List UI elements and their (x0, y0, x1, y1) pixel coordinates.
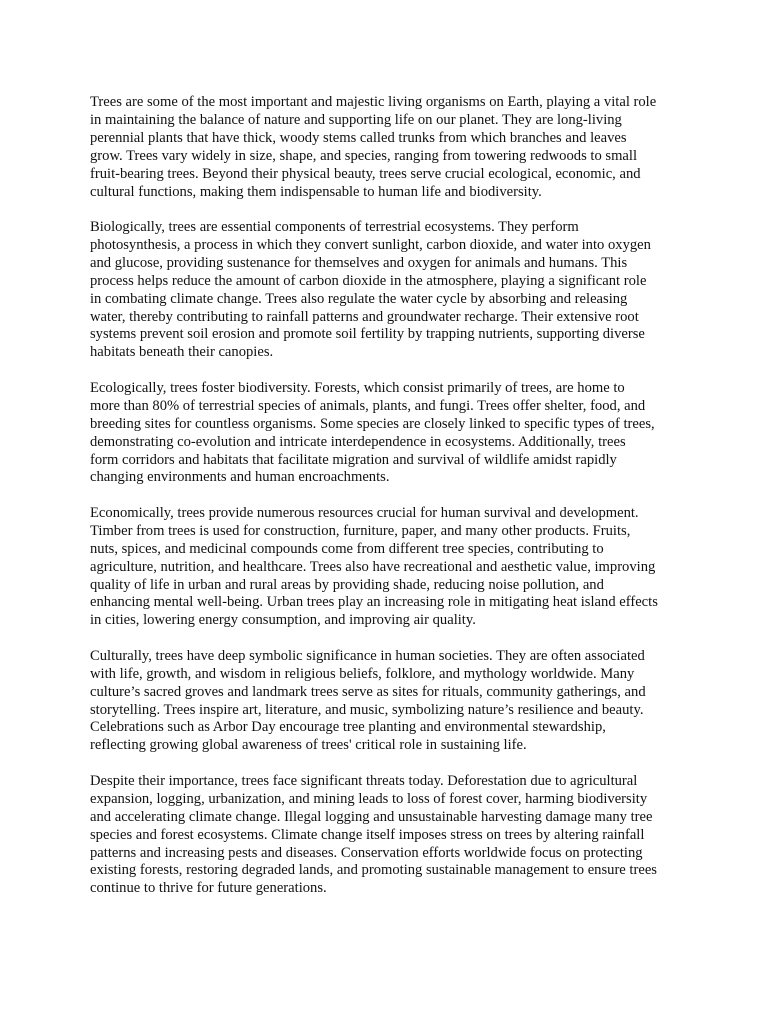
text-line: Economically, trees provide numerous resources crucial for human survival and development. (90, 504, 639, 521)
text-line: photosynthesis, a process in which they convert sunlight, carbon dioxide, and water into oxygen (90, 236, 651, 253)
text-line: species and forest ecosystems. Climate change itself imposes stress on trees by altering rainfall (90, 826, 645, 843)
text-line: demonstrating co-evolution and intricate interdependence in ecosystems. Additionally, trees (90, 433, 626, 450)
paragraph-economic (90, 505, 690, 630)
text-line: expansion, logging, urbanization, and mining leads to loss of forest cover, harming biodiversity (90, 790, 648, 807)
text-line: cultural functions, making them indispensable to human life and biodiversity. (90, 183, 542, 200)
text-line: systems prevent soil erosion and promote soil fertility by trapping nutrients, supporting diverse (90, 326, 645, 343)
text-line: continue to thrive for future generations. (90, 880, 327, 897)
text-line: with life, growth, and wisdom in religious beliefs, folklore, and mythology worldwide. Many (90, 665, 635, 682)
paragraph-introduction (90, 94, 690, 201)
text-line: quality of life in urban and rural areas by providing shade, reducing noise pollution, and (90, 576, 604, 593)
text-line: grow. Trees vary widely in size, shape, and species, ranging from towering redwoods to small (90, 147, 638, 164)
text-line: patterns and increasing pests and diseases. Conservation efforts worldwide focus on protecting (90, 844, 643, 861)
text-line: in maintaining the balance of nature and supporting life on our planet. They are long-living (90, 111, 622, 128)
text-line: nuts, spices, and medicinal compounds come from different tree species, contributing to (90, 540, 604, 557)
paragraph-threats (90, 773, 690, 898)
paragraph-cultural (90, 648, 690, 755)
text-line: form corridors and habitats that facilitate migration and survival of wildlife amidst rapidly (90, 451, 617, 468)
text-line: and accelerating climate change. Illegal logging and unsustainable harvesting damage many tree (90, 808, 653, 825)
text-line: changing environments and human encroachments. (90, 469, 390, 486)
text-line: enhancing mental well-being. Urban trees play an increasing role in mitigating heat island effects (90, 594, 658, 611)
text-line: Culturally, trees have deep symbolic significance in human societies. They are often associated (90, 647, 645, 664)
paragraph-ecological (90, 380, 690, 487)
text-line: in cities, lowering energy consumption, and improving air quality. (90, 612, 476, 629)
text-line: breeding sites for countless organisms. Some species are closely linked to specific types of trees, (90, 415, 655, 432)
text-line: Timber from trees is used for construction, furniture, paper, and many other products. Fruits, (90, 522, 631, 539)
text-line: fruit-bearing trees. Beyond their physical beauty, trees serve crucial ecological, economic, and (90, 165, 641, 182)
text-line: perennial plants that have thick, woody stems called trunks from which branches and leaves (90, 129, 627, 146)
text-line: existing forests, restoring degraded lands, and promoting sustainable management to ensure trees (90, 862, 657, 879)
paragraph-biological (90, 219, 690, 362)
text-line: water, thereby contributing to rainfall patterns and groundwater recharge. Their extensive root (90, 308, 639, 325)
text-line: more than 80% of terrestrial species of animals, plants, and fungi. Trees offer shelter, food, and (90, 397, 646, 414)
text-line: process helps reduce the amount of carbon dioxide in the atmosphere, playing a significant role (90, 272, 647, 289)
text-line: Celebrations such as Arbor Day encourage tree planting and environmental stewardship, (90, 719, 606, 736)
text-line: Trees are some of the most important and majestic living organisms on Earth, playing a vital role (90, 94, 657, 110)
text-line: storytelling. Trees inspire art, literature, and music, symbolizing nature’s resilience and beauty. (90, 701, 644, 718)
document-body (90, 94, 690, 916)
text-line: agriculture, nutrition, and healthcare. Trees also have recreational and aesthetic value, improving (90, 558, 656, 575)
text-line: in combating climate change. Trees also regulate the water cycle by absorbing and releasing (90, 290, 628, 307)
text-line: Despite their importance, trees face significant threats today. Deforestation due to agricultural (90, 772, 638, 789)
text-line: Biologically, trees are essential components of terrestrial ecosystems. They perform (90, 219, 579, 236)
text-line: reflecting growing global awareness of trees' critical role in sustaining life. (90, 737, 527, 754)
text-line: culture’s sacred groves and landmark trees serve as sites for rituals, community gatherings, and (90, 683, 646, 700)
text-line: habitats beneath their canopies. (90, 344, 274, 361)
text-line: Ecologically, trees foster biodiversity. Forests, which consist primarily of trees, are home to (90, 379, 625, 396)
text-line: and glucose, providing sustenance for themselves and oxygen for animals and humans. This (90, 254, 628, 271)
